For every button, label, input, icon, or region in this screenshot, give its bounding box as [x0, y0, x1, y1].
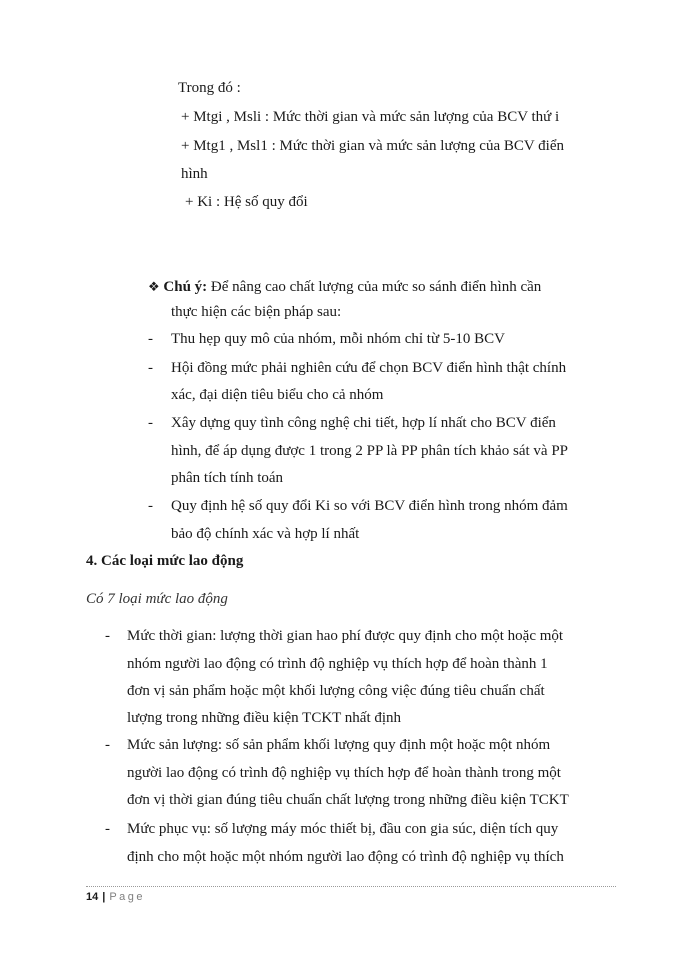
dash-bullet: -	[148, 360, 153, 376]
where-item-text: Mtgi , Msli : Mức thời gian và mức sản lượng của BCV thứ i	[193, 109, 560, 125]
note-label: Chú ý:	[163, 279, 208, 295]
footer-divider	[86, 886, 616, 887]
note-bullet-2-line-2: xác, đại diện tiêu biểu cho cả nhóm	[171, 387, 384, 403]
where-item-2	[181, 138, 564, 155]
type-bullet-3-line-1: Mức phục vụ: số lượng máy móc thiết bị, đầu con gia súc, diện tích quy	[127, 821, 559, 837]
where-item-3	[185, 194, 308, 211]
page-footer	[86, 891, 145, 903]
type-bullet-1-line-4: lượng trong những điều kiện TCKT nhất định	[127, 710, 402, 726]
note-bullet-2-line-1: Hội đồng mức phải nghiên cứu để chọn BCV điển hình thật chính	[171, 360, 567, 376]
page-number: 14	[86, 891, 99, 903]
diamond-bullet-icon: ❖	[148, 279, 160, 294]
where-heading: Trong đó :	[178, 80, 241, 96]
type-bullet-1-line-2: nhóm người lao động có trình độ nghiệp vụ thích hợp để hoàn thành 1	[127, 656, 548, 672]
type-bullet-2-line-3: đơn vị thời gian đúng tiêu chuẩn chất lượng trong những điều kiện TCKT	[127, 792, 569, 808]
type-bullet-3-line-2: định cho một hoặc một nhóm người lao động có trình độ nghiệp vụ thích	[127, 849, 564, 865]
type-bullet-1-line-3: đơn vị sản phẩm hoặc một khối lượng công việc đúng tiêu chuẩn chất	[127, 683, 545, 699]
plus-sign: +	[185, 194, 194, 210]
section-4-subtitle: Có 7 loại mức lao động	[86, 591, 228, 607]
note-bullet-4-line-2: bảo độ chính xác và hợp lí nhất	[171, 526, 360, 542]
note-bullet-4-line-1: Quy định hệ số quy đổi Ki so với BCV điển hình trong nhóm đảm	[171, 498, 568, 514]
type-bullet-2-line-2: người lao động có trình độ nghiệp vụ thích hợp để hoàn thành trong một	[127, 765, 561, 781]
footer-separator: |	[102, 891, 106, 903]
note-bullet-3-line-3: phân tích tính toán	[171, 470, 284, 486]
section-4-title: 4. Các loại mức lao động	[86, 553, 244, 569]
note-line-2: thực hiện các biện pháp sau:	[171, 304, 342, 320]
note-text-1: Để nâng cao chất lượng của mức so sánh điển hình cần	[210, 279, 542, 295]
where-item-1	[181, 109, 559, 126]
where-item-text: Ki : Hệ số quy đổi	[197, 194, 308, 210]
note-bullet-1-line-1: Thu hẹp quy mô của nhóm, mỗi nhóm chỉ từ 5-10 BCV	[171, 331, 505, 347]
type-bullet-2-line-1: Mức sản lượng: số sản phẩm khối lượng quy định một hoặc một nhóm	[127, 737, 551, 753]
dash-bullet: -	[148, 498, 153, 514]
dash-bullet: -	[105, 737, 110, 753]
dash-bullet: -	[148, 415, 153, 431]
note-bullet-3-line-2: hình, để áp dụng được 1 trong 2 PP là PP phân tích khảo sát và PP	[171, 443, 569, 459]
page-label: Page	[109, 891, 146, 903]
where-item-2-cont: hình	[181, 166, 208, 182]
type-bullet-1-line-1: Mức thời gian: lượng thời gian hao phí được quy định cho một hoặc một	[127, 628, 564, 644]
plus-sign: +	[181, 109, 190, 125]
where-item-text: Mtg1 , Msl1 : Mức thời gian và mức sản lượng của BCV điển	[193, 138, 564, 154]
dash-bullet: -	[105, 821, 110, 837]
plus-sign: +	[181, 138, 190, 154]
note-bullet-3-line-1: Xây dựng quy tình công nghệ chi tiết, hợp lí nhất cho BCV điển	[171, 415, 556, 431]
note-line-1	[148, 279, 541, 296]
dash-bullet: -	[148, 331, 153, 347]
dash-bullet: -	[105, 628, 110, 644]
